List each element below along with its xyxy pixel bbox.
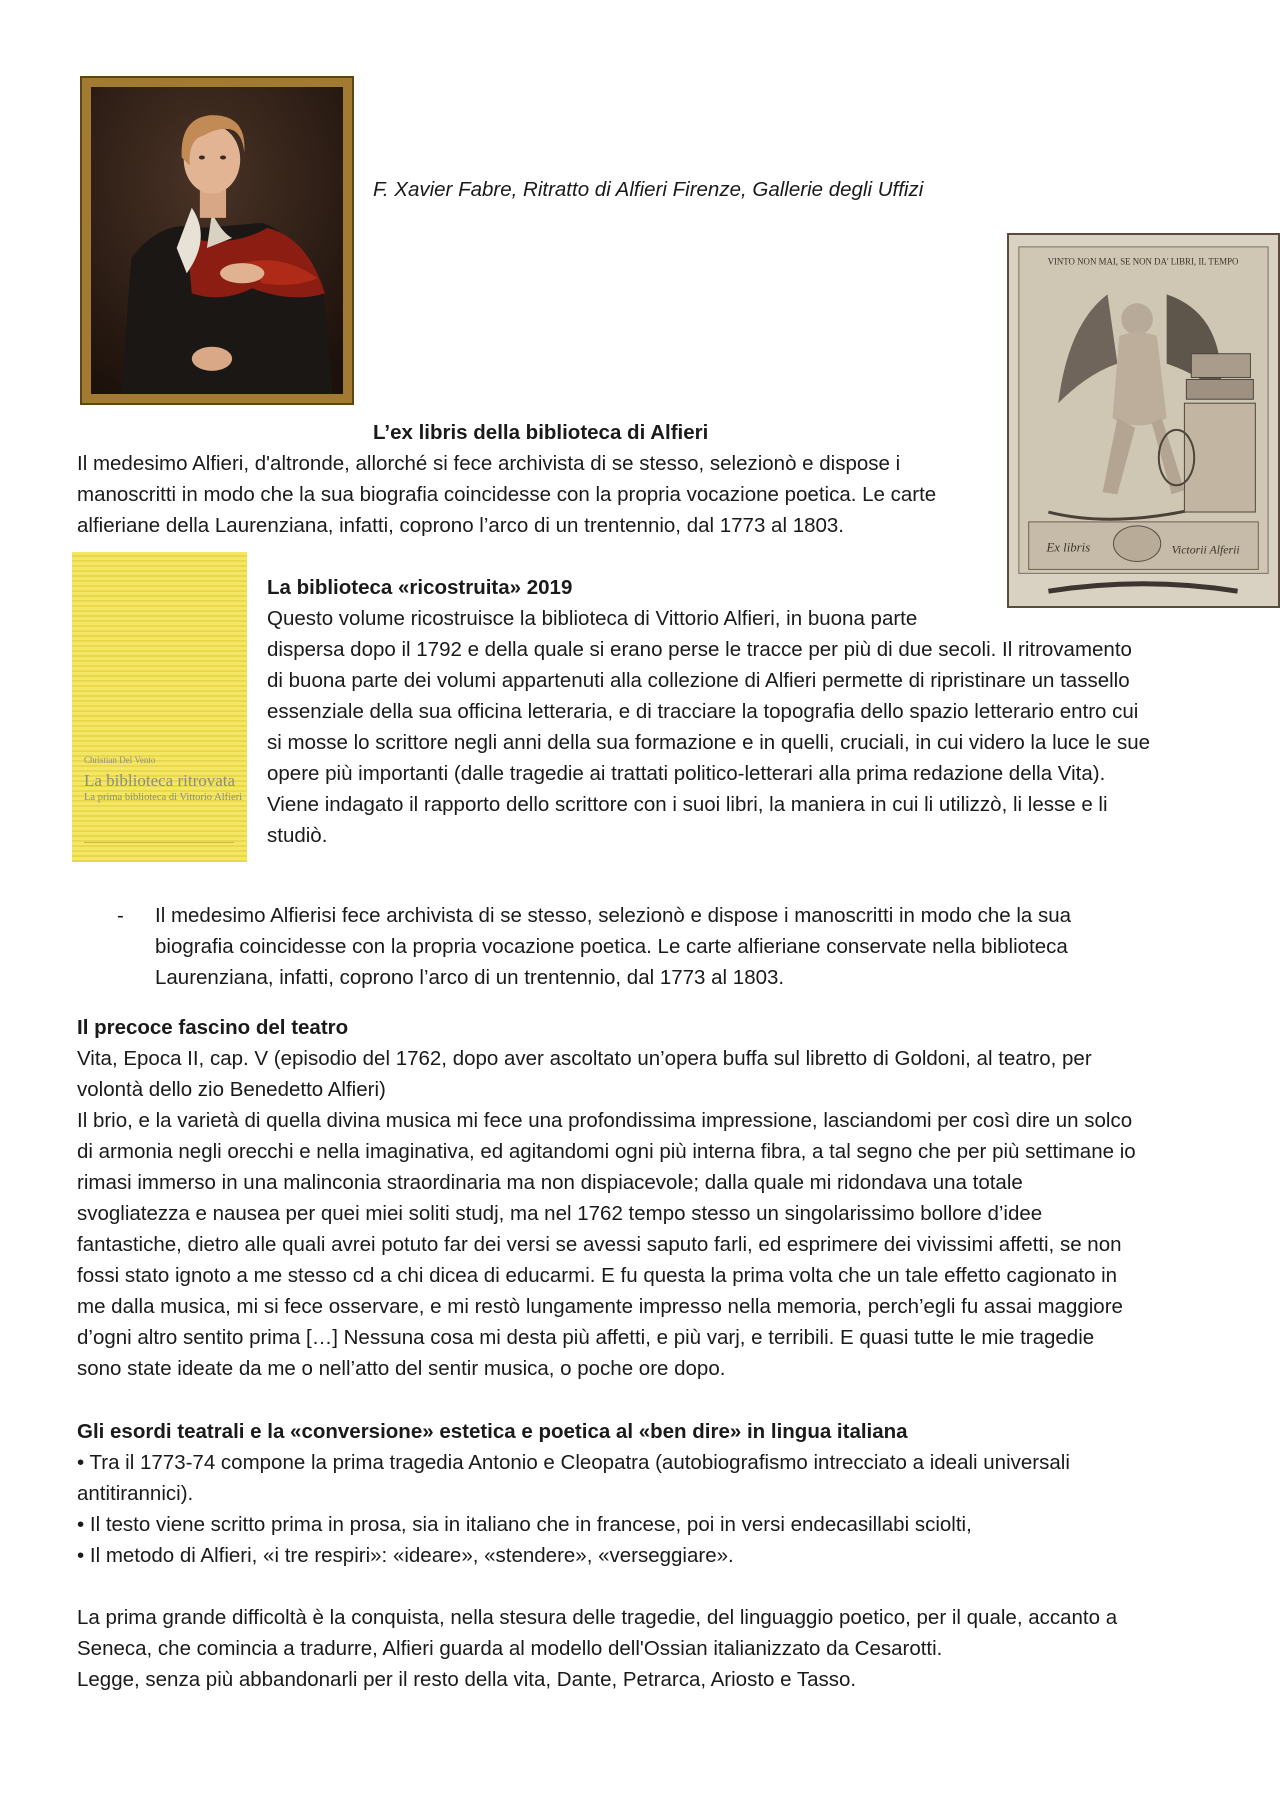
- paragraph-line: d’ogni altro sentito prima […] Nessuna cosa mi desta più affetti, e più varj, e terribili. E quasi tutte le mie tragedie: [77, 1326, 1095, 1349]
- ex-libris-paragraph: [77, 448, 1007, 541]
- biblioteca-heading: La biblioteca «ricostruita» 2019: [267, 576, 573, 599]
- book-cover-subtitle: La prima biblioteca di Vittorio Alfieri: [84, 792, 243, 803]
- paragraph-line: di armonia negli orecchi e nella imaginativa, ed agitandomi ogni più interna fibra, a tal segno che per più settimane io: [77, 1140, 1136, 1163]
- ex-libris-heading: L’ex libris della biblioteca di Alfieri: [373, 421, 709, 444]
- bullet-list-item: [155, 900, 1265, 993]
- paragraph-line: Legge, senza più abbandonarli per il resto della vita, Dante, Petrarca, Ariosto e Tasso.: [77, 1668, 857, 1691]
- paragraph-line: fossi stato ignoto a me stesso cd a chi dicea di educarmi. E fu questa la prima volta che un tale effetto cagionato in: [77, 1264, 1118, 1287]
- portrait-illustration: [91, 87, 343, 394]
- paragraph-line: Questo volume ricostruisce la biblioteca di Vittorio Alfieri, in buona parte: [267, 607, 918, 630]
- alfieri-portrait-image: [82, 78, 352, 403]
- paragraph-line: Il brio, e la varietà di quella divina musica mi fece una profondissima impressione, lasciandomi per così dire un solco: [77, 1109, 1133, 1132]
- list-bullet-marker: -: [117, 904, 124, 927]
- esordi-section: [77, 1416, 1267, 1571]
- paragraph-line: essenziale della sua officina letteraria, e di tracciare la topografia dello spazio letterario entro cui: [267, 700, 1139, 723]
- paragraph-line: dispersa dopo il 1792 e della quale si erano perse le tracce per più di due secoli. Il ritrovamento: [267, 638, 1132, 661]
- teatro-heading: Il precoce fascino del teatro: [77, 1016, 349, 1039]
- paragraph-line: volontà dello zio Benedetto Alfieri): [77, 1078, 386, 1101]
- paragraph-line: Il medesimo Alfierisi fece archivista di se stesso, selezionò e dispose i manoscritti in modo che la sua: [155, 904, 1072, 927]
- paragraph-line: Seneca, che comincia a tradurre, Alfieri guarda al modello dell'Ossian italianizzato da Cesarotti.: [77, 1637, 943, 1660]
- ex-libris-engraving-image: [1007, 233, 1280, 608]
- paragraph-line: rimasi immerso in una malinconia straordinaria ma non dispiacevole; dalla quale mi ridondava una totale: [77, 1171, 1023, 1194]
- book-cover-image: [72, 552, 247, 862]
- ex-libris-signature-right: Victorii Alferii: [1171, 542, 1240, 557]
- paragraph-line: sono state ideate da me o nell’atto del sentir musica, o poche ore dopo.: [77, 1357, 726, 1380]
- paragraph-line: manoscritti in modo che la sua biografia coincidesse con la propria vocazione poetica. Le carte: [77, 483, 937, 506]
- book-cover-title: La biblioteca ritrovata: [84, 771, 236, 790]
- ex-libris-motto: VINTO NON MAI, SE NON DA' LIBRI, IL TEMPO: [1047, 256, 1239, 267]
- esordi-heading: Gli esordi teatrali e la «conversione» estetica e poetica al «ben dire» in lingua italiana: [77, 1420, 908, 1443]
- portrait-caption: F. Xavier Fabre, Ritratto di Alfieri Firenze, Gallerie degli Uffizi: [373, 178, 924, 201]
- final-paragraph: [77, 1602, 1267, 1695]
- paragraph-line: Laurenziana, infatti, coprono l’arco di un trentennio, dal 1773 al 1803.: [155, 966, 785, 989]
- biblioteca-section: [267, 572, 1267, 851]
- bullet-line: • Il metodo di Alfieri, «i tre respiri»: «ideare», «stendere», «verseggiare».: [77, 1544, 734, 1567]
- paragraph-line: studiò.: [267, 824, 328, 847]
- bullet-line: • Il testo viene scritto prima in prosa, sia in italiano che in francese, poi in versi endecasillabi sciolti,: [77, 1513, 972, 1536]
- paragraph-line: fantastiche, dietro alle quali avrei potuto far dei versi se avessi saputo farli, ed esprimere dei vivissimi affetti, se non: [77, 1233, 1122, 1256]
- paragraph-line: opere più importanti (dalle tragedie ai trattati politico-letterari alla prima redazione della Vita).: [267, 762, 1106, 785]
- teatro-section: [77, 1012, 1267, 1384]
- paragraph-line: alfieriane della Laurenziana, infatti, coprono l’arco di un trentennio, dal 1773 al 1803.: [77, 514, 844, 537]
- paragraph-line: svogliatezza e nausea per quei miei soliti studj, ma nel 1762 tempo stesso un singolarissimo bollore d’idee: [77, 1202, 1043, 1225]
- paragraph-line: Il medesimo Alfieri, d'altronde, allorché si fece archivista di se stesso, selezionò e dispose i: [77, 452, 901, 475]
- paragraph-line: La prima grande difficoltà è la conquista, nella stesura delle tragedie, del linguaggio poetico, per il quale, accanto a: [77, 1606, 1118, 1629]
- bullet-line: • Tra il 1773-74 compone la prima tragedia Antonio e Cleopatra (autobiografismo intrecciato a ideali universali: [77, 1451, 1070, 1474]
- ex-libris-signature-left: Ex libris: [1046, 540, 1091, 555]
- paragraph-line: Vita, Epoca II, cap. V (episodio del 1762, dopo aver ascoltato un’opera buffa sul libretto di Goldoni, al teatro, per: [77, 1047, 1092, 1070]
- book-cover-divider: [84, 842, 234, 843]
- paragraph-line: si mosse lo scrittore negli anni della sua formazione e in quelli, cruciali, in cui videro la luce le sue: [267, 731, 1151, 754]
- book-cover-author: Christian Del Vento: [84, 755, 156, 765]
- paragraph-line: Viene indagato il rapporto dello scrittore con i suoi libri, la maniera in cui li utilizzò, li lesse e li: [267, 793, 1108, 816]
- book-cover-background: [72, 552, 247, 862]
- paragraph-line: di buona parte dei volumi appartenuti alla collezione di Alfieri permette di ripristinare un tassello: [267, 669, 1130, 692]
- bullet-line: antitirannici).: [77, 1482, 194, 1505]
- paragraph-line: biografia coincidesse con la propria vocazione poetica. Le carte alfieriane conservate nella biblioteca: [155, 935, 1068, 958]
- paragraph-line: me dalla musica, mi si fece osservare, e mi restò lungamente impresso nella memoria, perch’egli fu assai maggiore: [77, 1295, 1123, 1318]
- ex-libris-illustration: [1009, 235, 1278, 606]
